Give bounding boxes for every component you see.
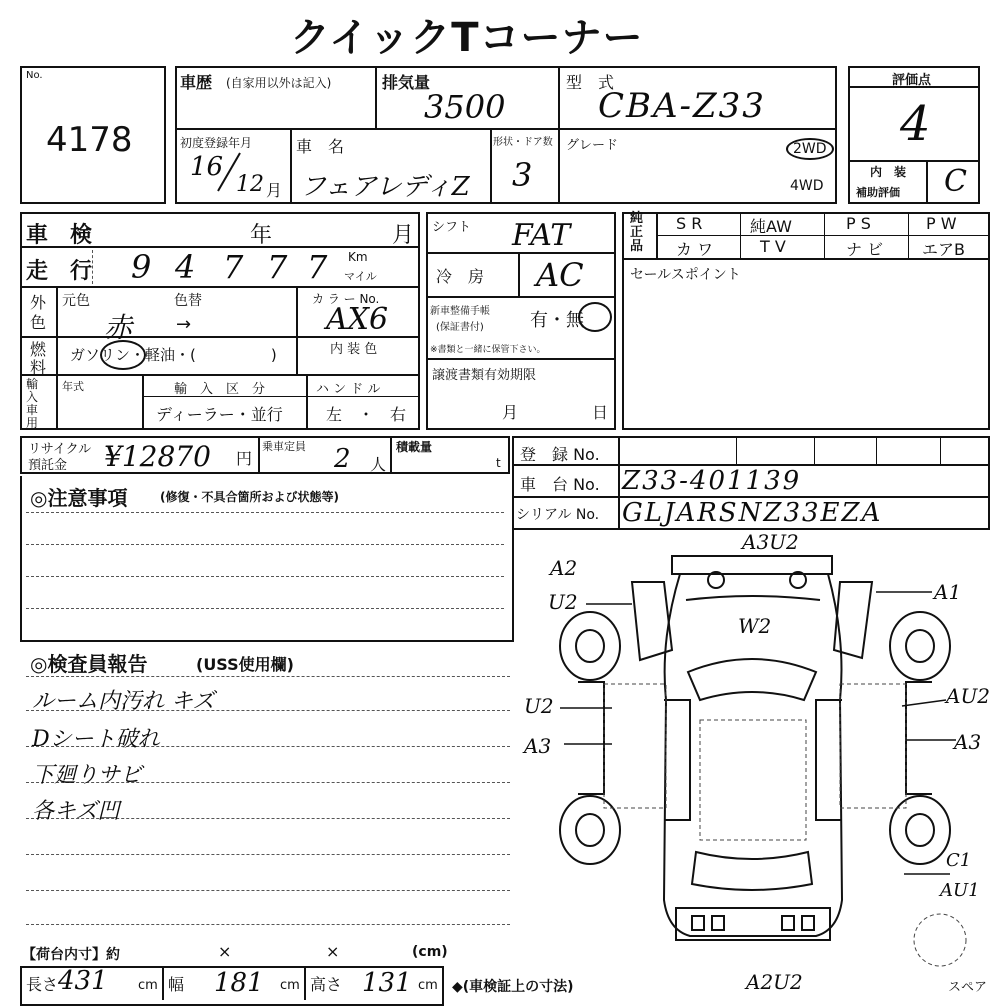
mark-left-1: U2 bbox=[524, 694, 554, 718]
arrow-icon: → bbox=[176, 314, 192, 335]
handle-label: ハ ン ド ル bbox=[316, 382, 381, 397]
shaken-year-unit: 年 bbox=[250, 223, 273, 248]
equip-tv: T V bbox=[760, 237, 786, 256]
drive-2wd: 2WD bbox=[786, 138, 834, 160]
height-label: 高さ bbox=[310, 975, 343, 994]
mileage-digit: 7 bbox=[267, 248, 288, 286]
recycle-label-2: 預託金 bbox=[28, 458, 68, 473]
import-div-value: ディーラー・並行 bbox=[156, 405, 283, 424]
first-reg-month: 12 bbox=[236, 172, 264, 197]
inspector-line: 各キズ凹 bbox=[32, 799, 120, 824]
mark-top-right: A1 bbox=[934, 580, 962, 604]
height-cm: cm bbox=[418, 978, 438, 993]
equip-ps: P S bbox=[846, 214, 871, 233]
width-cm: cm bbox=[280, 978, 300, 993]
equip-aw: 純AW bbox=[750, 217, 792, 236]
page-title: クイックTコーナー bbox=[290, 15, 644, 61]
chassis-label: 車 台 No. bbox=[520, 475, 600, 494]
mark-top-left-1: A2 bbox=[550, 556, 578, 580]
lot-label: No. bbox=[26, 70, 43, 81]
equip-pw: P W bbox=[926, 214, 957, 233]
length-value: 431 bbox=[58, 966, 108, 996]
inspector-line: ルーム内汚れ キズ bbox=[32, 689, 215, 714]
mark-top: A3U2 bbox=[742, 530, 799, 554]
fuel-label-1: 燃 bbox=[30, 340, 47, 359]
manual-value: 有・無 bbox=[530, 310, 584, 331]
transfer-month: 月 bbox=[502, 403, 519, 422]
capacity-unit: 人 bbox=[370, 455, 387, 474]
mileage-digit: 7 bbox=[307, 248, 328, 286]
shaken-label: 車 検 bbox=[26, 223, 93, 248]
manual-label-2: (保証書付) bbox=[436, 322, 484, 333]
km-label: Km bbox=[348, 250, 368, 264]
interior-value: C bbox=[944, 164, 967, 199]
orig-color-label: 元色 bbox=[62, 293, 90, 309]
model-type-label: 型 式 bbox=[566, 73, 615, 92]
color-no-value: AX6 bbox=[326, 302, 389, 337]
import-div-label: 輸 入 区 分 bbox=[174, 382, 266, 397]
shift-label: シフト bbox=[432, 220, 472, 235]
color-label-1: 外 bbox=[30, 293, 47, 312]
mile-label: マイル bbox=[344, 270, 377, 283]
interior-label: 内 装 bbox=[870, 165, 907, 179]
first-reg-label: 初度登録年月 bbox=[180, 136, 253, 150]
recycle-yen: 円 bbox=[236, 449, 253, 468]
equip-navi: ナ ビ bbox=[846, 240, 884, 259]
mileage-digit: 4 bbox=[175, 248, 196, 286]
capacity-label: 乗車定員 bbox=[262, 440, 306, 453]
equip-leather: カ ワ bbox=[676, 240, 714, 259]
chassis-value: Z33-401139 bbox=[622, 466, 802, 496]
interior-sub: 補助評価 bbox=[856, 186, 900, 199]
recycle-label-1: リサイクル bbox=[28, 442, 92, 457]
cargo-unit: (cm) bbox=[412, 944, 448, 960]
import-label: 輸入車用 bbox=[26, 377, 39, 430]
notes-title: ◎注意事項 bbox=[30, 486, 128, 510]
grade-label: グレード bbox=[566, 138, 619, 153]
sales-point-label: セールスポイント bbox=[630, 267, 741, 283]
handle-value: 左 ・ 右 bbox=[326, 405, 407, 424]
width-value: 181 bbox=[214, 968, 264, 998]
manual-label-1: 新車整備手帳 bbox=[430, 306, 490, 317]
shaken-month-unit: 月 bbox=[392, 223, 415, 248]
lot-number: 4178 bbox=[46, 120, 133, 160]
mark-right-2: A3 bbox=[954, 730, 982, 754]
load-unit: t bbox=[496, 456, 501, 470]
mark-rear-right-2: AU1 bbox=[940, 880, 980, 901]
cargo-label: 【荷台内寸】約 bbox=[22, 947, 120, 963]
doors-value: 3 bbox=[512, 156, 533, 194]
cargo-note: ◆(車検証上の寸法) bbox=[452, 979, 574, 995]
car-name-value: フェアレディZ bbox=[300, 172, 470, 202]
transfer-day: 日 bbox=[592, 403, 609, 422]
transfer-label: 譲渡書類有効期限 bbox=[432, 368, 537, 383]
displacement-value: 3500 bbox=[424, 88, 506, 126]
width-label: 幅 bbox=[168, 975, 185, 994]
genuine-label: 純正品 bbox=[630, 211, 644, 254]
inspector-subtitle: (USS使用欄) bbox=[196, 655, 294, 674]
history-label: 車歴 bbox=[180, 73, 213, 92]
month-unit: 月 bbox=[266, 181, 283, 200]
drive-4wd: 4WD bbox=[790, 178, 824, 194]
score-value: 4 bbox=[900, 96, 931, 152]
serial-value: GLJARSNZ33EZA bbox=[622, 498, 883, 528]
car-name-label: 車 名 bbox=[296, 137, 345, 156]
fuel-options: ガソリン・軽油・( ) bbox=[70, 346, 277, 364]
history-note: (自家用以外は記入) bbox=[226, 76, 332, 90]
inspector-line: 下廻りサビ bbox=[32, 763, 143, 788]
recolor-label: 色替 bbox=[174, 293, 202, 309]
cargo-times-1: × bbox=[218, 942, 232, 961]
reg-label: 登 録 No. bbox=[520, 445, 600, 464]
mileage-digit: 7 bbox=[223, 248, 244, 286]
capacity-value: 2 bbox=[334, 444, 351, 474]
mark-bottom: A2U2 bbox=[746, 970, 803, 994]
ac-label: 冷 房 bbox=[436, 267, 485, 286]
inspector-line: Dシート破れ bbox=[32, 727, 160, 752]
color-value: 赤 bbox=[104, 311, 133, 344]
displacement-label: 排気量 bbox=[382, 73, 431, 92]
cargo-times-2: × bbox=[326, 942, 340, 961]
spare-label: スペア bbox=[948, 980, 988, 995]
load-label: 積載量 bbox=[396, 440, 433, 454]
mark-right-1: AU2 bbox=[946, 684, 991, 708]
mark-rear-right-1: C1 bbox=[946, 850, 972, 871]
inspector-title: ◎検査員報告 bbox=[30, 652, 148, 676]
mark-top-left-2: U2 bbox=[548, 590, 578, 614]
mark-roof: W2 bbox=[738, 614, 772, 638]
notes-subtitle: (修復・不具合箇所および状態等) bbox=[160, 490, 339, 504]
shift-value: FAT bbox=[512, 218, 571, 253]
model-year-label: 年式 bbox=[62, 380, 84, 393]
model-type-value: CBA-Z33 bbox=[598, 86, 766, 126]
manual-note: ※書類と一緒に保管下さい。 bbox=[430, 345, 546, 355]
color-no-label: カ ラ ー No. bbox=[312, 292, 380, 306]
length-label: 長さ bbox=[26, 975, 59, 994]
mileage-label: 走 行 bbox=[26, 259, 93, 284]
mileage-digit: 9 bbox=[131, 248, 152, 286]
equip-airbag: エアB bbox=[922, 240, 965, 259]
mark-left-2: A3 bbox=[524, 734, 552, 758]
first-reg-year: 16 bbox=[190, 152, 224, 182]
height-value: 131 bbox=[362, 968, 412, 998]
fuel-label-2: 料 bbox=[30, 358, 47, 377]
score-label: 評価点 bbox=[892, 73, 932, 88]
equip-sr: S R bbox=[676, 214, 703, 233]
serial-label: シリアル No. bbox=[516, 507, 600, 523]
recycle-value: ¥12870 bbox=[104, 440, 211, 473]
doors-label: 形状・ドア数 bbox=[493, 137, 553, 148]
interior-color-label: 内 装 色 bbox=[330, 342, 378, 357]
color-label-2: 色 bbox=[30, 313, 47, 332]
ac-value: AC bbox=[536, 256, 584, 294]
length-cm: cm bbox=[138, 978, 158, 993]
